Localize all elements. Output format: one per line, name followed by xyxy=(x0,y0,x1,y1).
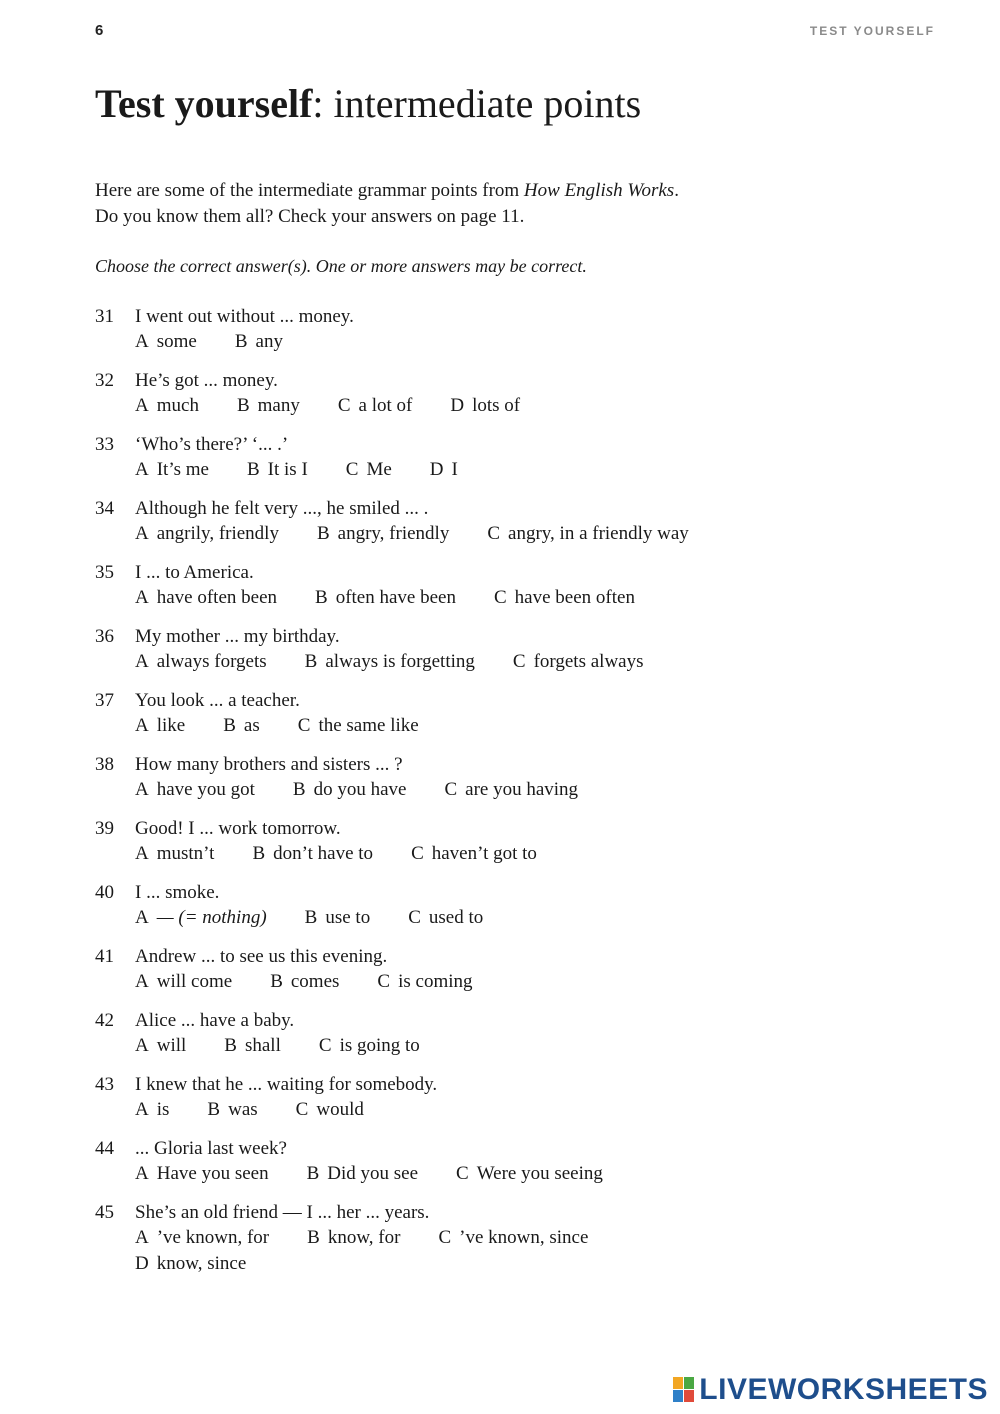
option-letter: A xyxy=(135,715,149,736)
answer-options xyxy=(135,1163,641,1185)
question-40 xyxy=(95,882,915,946)
option-letter: C xyxy=(297,715,311,736)
question-stem: Alice ... have a baby. xyxy=(135,1010,295,1031)
answer-options xyxy=(135,651,682,673)
option-letter: C xyxy=(345,459,359,480)
question-stem: ... Gloria last week? xyxy=(135,1138,287,1159)
answer-option-b[interactable] xyxy=(235,331,283,353)
option-text: It’s me xyxy=(156,459,209,480)
option-letter: B xyxy=(306,1163,320,1184)
question-number: 31 xyxy=(95,306,114,327)
answer-option-a[interactable] xyxy=(135,331,197,353)
option-letter: A xyxy=(135,1035,149,1056)
answer-option-d[interactable] xyxy=(450,395,520,417)
option-letter: D xyxy=(429,459,444,480)
option-text: shall xyxy=(244,1035,281,1056)
question-stem: Good! I ... work tomorrow. xyxy=(135,818,341,839)
option-text: comes xyxy=(290,971,340,992)
option-text: always is forgetting xyxy=(325,651,475,672)
option-text: many xyxy=(257,395,300,416)
answer-option-c[interactable] xyxy=(319,1035,420,1057)
option-letter: C xyxy=(318,1035,332,1056)
answer-option-a[interactable] xyxy=(135,1099,169,1121)
answer-option-b[interactable] xyxy=(252,843,373,865)
option-letter: C xyxy=(377,971,391,992)
option-text: I xyxy=(451,459,458,480)
question-32 xyxy=(95,370,915,434)
answer-option-c[interactable] xyxy=(298,715,419,737)
option-letter: C xyxy=(444,779,458,800)
answer-option-b[interactable] xyxy=(315,587,456,609)
question-34 xyxy=(95,498,915,562)
option-text: was xyxy=(228,1099,258,1120)
liveworksheets-logo-icon xyxy=(673,1377,695,1403)
option-letter: C xyxy=(295,1099,309,1120)
option-text: will xyxy=(156,1035,187,1056)
answer-options xyxy=(135,395,558,417)
answer-option-c[interactable] xyxy=(408,907,483,929)
option-text: haven’t got to xyxy=(431,843,537,864)
answer-option-a[interactable] xyxy=(135,523,279,545)
option-letter: A xyxy=(135,395,149,416)
option-text: Did you see xyxy=(327,1163,419,1184)
answer-option-b[interactable] xyxy=(224,1035,281,1057)
question-number: 34 xyxy=(95,498,114,519)
answer-options xyxy=(135,715,457,737)
answer-option-c[interactable] xyxy=(513,651,644,673)
option-text: — (= nothing) xyxy=(156,907,267,928)
option-text: used to xyxy=(428,907,484,928)
answer-option-b[interactable] xyxy=(305,651,475,673)
answer-option-b[interactable] xyxy=(317,523,449,545)
answer-option-b[interactable] xyxy=(307,1163,418,1185)
option-letter: A xyxy=(135,1163,149,1184)
answer-option-a[interactable] xyxy=(135,1163,269,1185)
book-title: How English Works xyxy=(523,180,675,201)
answer-options xyxy=(135,843,575,865)
question-number: 44 xyxy=(95,1138,114,1159)
answer-options xyxy=(135,1253,284,1275)
option-letter: A xyxy=(135,907,149,928)
option-text: will come xyxy=(156,971,233,992)
question-number: 36 xyxy=(95,626,114,647)
answer-option-a[interactable] xyxy=(135,1035,186,1057)
option-text: always forgets xyxy=(156,651,267,672)
answer-options xyxy=(135,523,727,545)
liveworksheets-logo xyxy=(673,1373,988,1407)
option-letter: B xyxy=(270,971,283,992)
question-42 xyxy=(95,1010,915,1074)
answer-option-b[interactable] xyxy=(307,1227,400,1249)
answer-option-b[interactable] xyxy=(270,971,339,993)
option-letter: B xyxy=(207,1099,221,1120)
option-letter: C xyxy=(493,587,507,608)
question-stem: I ... smoke. xyxy=(135,882,220,903)
answer-option-c[interactable] xyxy=(444,779,578,801)
option-text: any xyxy=(255,331,283,352)
question-stem: I went out without ... money. xyxy=(135,306,354,327)
option-letter: B xyxy=(236,395,250,416)
option-text: some xyxy=(156,331,197,352)
answer-option-c[interactable] xyxy=(377,971,472,993)
option-text: Me xyxy=(366,459,392,480)
answer-options xyxy=(135,331,321,353)
question-number: 38 xyxy=(95,754,114,775)
answer-option-c[interactable] xyxy=(438,1227,588,1249)
question-stem: How many brothers and sisters ... ? xyxy=(135,754,403,775)
option-letter: B xyxy=(304,651,318,672)
option-text: It is I xyxy=(267,459,308,480)
question-44 xyxy=(95,1138,915,1202)
answer-option-a[interactable] xyxy=(135,843,214,865)
option-text: forgets always xyxy=(533,651,644,672)
answer-options xyxy=(135,1099,402,1121)
question-31 xyxy=(95,306,915,370)
option-letter: C xyxy=(438,1227,452,1248)
option-letter: B xyxy=(246,459,260,480)
answer-option-a[interactable] xyxy=(135,907,267,929)
option-text: have you got xyxy=(156,779,255,800)
page-number: 6 xyxy=(95,22,104,39)
answer-option-a[interactable] xyxy=(135,651,267,673)
question-39 xyxy=(95,818,915,882)
answer-option-c[interactable] xyxy=(494,587,635,609)
question-number: 39 xyxy=(95,818,114,839)
option-letter: C xyxy=(487,523,501,544)
option-letter: D xyxy=(450,395,465,416)
liveworksheets-logo-text: LIVEWORKSHEETS xyxy=(699,1373,988,1406)
question-stem: ‘Who’s there?’ ‘... .’ xyxy=(135,434,289,455)
option-text: the same like xyxy=(318,715,419,736)
option-letter: C xyxy=(456,1163,469,1184)
answer-option-c[interactable] xyxy=(346,459,392,481)
option-text: ’ve known, for xyxy=(156,1227,270,1248)
answer-option-c[interactable] xyxy=(411,843,537,865)
question-number: 41 xyxy=(95,946,114,967)
running-head: TEST YOURSELF xyxy=(809,24,935,38)
option-letter: A xyxy=(135,971,149,992)
option-letter: A xyxy=(135,331,149,352)
answer-option-b[interactable] xyxy=(305,907,371,929)
answer-option-b[interactable] xyxy=(207,1099,257,1121)
option-letter: B xyxy=(315,587,328,608)
option-text: angry, in a friendly way xyxy=(508,523,689,544)
option-text: Have you seen xyxy=(156,1163,269,1184)
answer-option-a[interactable] xyxy=(135,971,232,993)
option-text: would xyxy=(316,1099,364,1120)
option-text: as xyxy=(243,715,260,736)
option-letter: C xyxy=(337,395,351,416)
answer-option-a[interactable] xyxy=(135,459,209,481)
question-number: 45 xyxy=(95,1202,114,1223)
option-letter: A xyxy=(135,651,149,672)
answer-option-b[interactable] xyxy=(237,395,300,417)
instructions: Choose the correct answer(s). One or more answers may be correct. xyxy=(95,256,587,276)
answer-option-a[interactable] xyxy=(135,779,255,801)
answer-options xyxy=(135,1227,626,1249)
answer-option-b[interactable] xyxy=(223,715,260,737)
answer-option-d[interactable] xyxy=(430,459,458,481)
option-text: do you have xyxy=(313,779,407,800)
option-letter: B xyxy=(307,1227,320,1248)
option-letter: B xyxy=(223,715,236,736)
option-letter: A xyxy=(135,843,149,864)
option-letter: A xyxy=(135,459,149,480)
answer-options xyxy=(135,779,616,801)
answer-option-c[interactable] xyxy=(338,395,413,417)
option-text: mustn’t xyxy=(156,843,215,864)
question-43 xyxy=(95,1074,915,1138)
question-38 xyxy=(95,754,915,818)
question-stem: He’s got ... money. xyxy=(135,370,278,391)
question-stem: Although he felt very ..., he smiled ... . xyxy=(135,498,429,519)
option-text: are you having xyxy=(465,779,579,800)
answer-option-a[interactable] xyxy=(135,1227,269,1249)
answer-options xyxy=(135,971,511,993)
option-letter: B xyxy=(234,331,248,352)
option-text: is xyxy=(156,1099,170,1120)
option-text: like xyxy=(156,715,186,736)
option-text: angrily, friendly xyxy=(156,523,279,544)
option-text: a lot of xyxy=(358,395,413,416)
option-text: don’t have to xyxy=(273,843,374,864)
intro-line-2: Do you know them all? Check your answers on page 11. xyxy=(95,206,525,227)
title-bold: Test yourself xyxy=(95,81,313,126)
answer-option-c[interactable] xyxy=(296,1099,364,1121)
question-list xyxy=(95,306,915,1292)
question-stem: I knew that he ... waiting for somebody. xyxy=(135,1074,438,1095)
answer-options xyxy=(135,587,673,609)
question-number: 37 xyxy=(95,690,114,711)
option-letter: A xyxy=(135,1227,149,1248)
option-letter: C xyxy=(512,651,526,672)
answer-option-b[interactable] xyxy=(247,459,308,481)
option-letter: D xyxy=(135,1253,149,1274)
option-letter: B xyxy=(292,779,306,800)
question-33 xyxy=(95,434,915,498)
option-text: much xyxy=(156,395,199,416)
option-letter: A xyxy=(135,523,149,544)
question-stem: She’s an old friend — I ... her ... years. xyxy=(135,1202,430,1223)
option-text: Were you seeing xyxy=(476,1163,603,1184)
answer-option-a[interactable] xyxy=(135,587,277,609)
question-number: 33 xyxy=(95,434,114,455)
intro-paragraph xyxy=(95,178,855,230)
option-letter: B xyxy=(316,523,330,544)
question-number: 43 xyxy=(95,1074,114,1095)
option-text: have been often xyxy=(514,587,635,608)
option-text: use to xyxy=(325,907,371,928)
option-text: lots of xyxy=(472,395,521,416)
answer-options xyxy=(135,1035,458,1057)
question-36 xyxy=(95,626,915,690)
question-stem: I ... to America. xyxy=(135,562,254,583)
option-letter: A xyxy=(135,587,149,608)
option-text: know, for xyxy=(327,1227,401,1248)
answer-option-c[interactable] xyxy=(487,523,688,545)
option-letter: C xyxy=(408,907,421,928)
question-number: 42 xyxy=(95,1010,114,1031)
option-text: have often been xyxy=(156,587,278,608)
option-letter: C xyxy=(411,843,424,864)
intro-line-1: Here are some of the intermediate grammar points from How English Works. xyxy=(95,180,679,201)
question-35 xyxy=(95,562,915,626)
title-rest: : intermediate points xyxy=(312,81,642,126)
answer-option-c[interactable] xyxy=(456,1163,603,1185)
question-37 xyxy=(95,690,915,754)
option-text: angry, friendly xyxy=(337,523,450,544)
answer-option-d[interactable] xyxy=(135,1253,246,1275)
option-text: know, since xyxy=(156,1253,247,1274)
question-number: 35 xyxy=(95,562,114,583)
page-title xyxy=(95,82,641,126)
answer-option-a[interactable] xyxy=(135,715,185,737)
question-45 xyxy=(95,1202,915,1292)
question-41 xyxy=(95,946,915,1010)
option-letter: B xyxy=(252,843,266,864)
question-stem: Andrew ... to see us this evening. xyxy=(135,946,388,967)
option-letter: A xyxy=(135,779,149,800)
option-letter: A xyxy=(135,1099,149,1120)
question-stem: You look ... a teacher. xyxy=(135,690,300,711)
option-letter: B xyxy=(224,1035,237,1056)
question-stem: My mother ... my birthday. xyxy=(135,626,340,647)
option-text: is coming xyxy=(398,971,473,992)
option-text: is going to xyxy=(339,1035,420,1056)
answer-option-a[interactable] xyxy=(135,395,199,417)
option-text: ’ve known, since xyxy=(459,1227,589,1248)
answer-options xyxy=(135,907,521,929)
option-letter: B xyxy=(304,907,318,928)
question-number: 40 xyxy=(95,882,114,903)
question-number: 32 xyxy=(95,370,114,391)
answer-options xyxy=(135,459,496,481)
option-text: often have been xyxy=(335,587,456,608)
answer-option-b[interactable] xyxy=(293,779,407,801)
